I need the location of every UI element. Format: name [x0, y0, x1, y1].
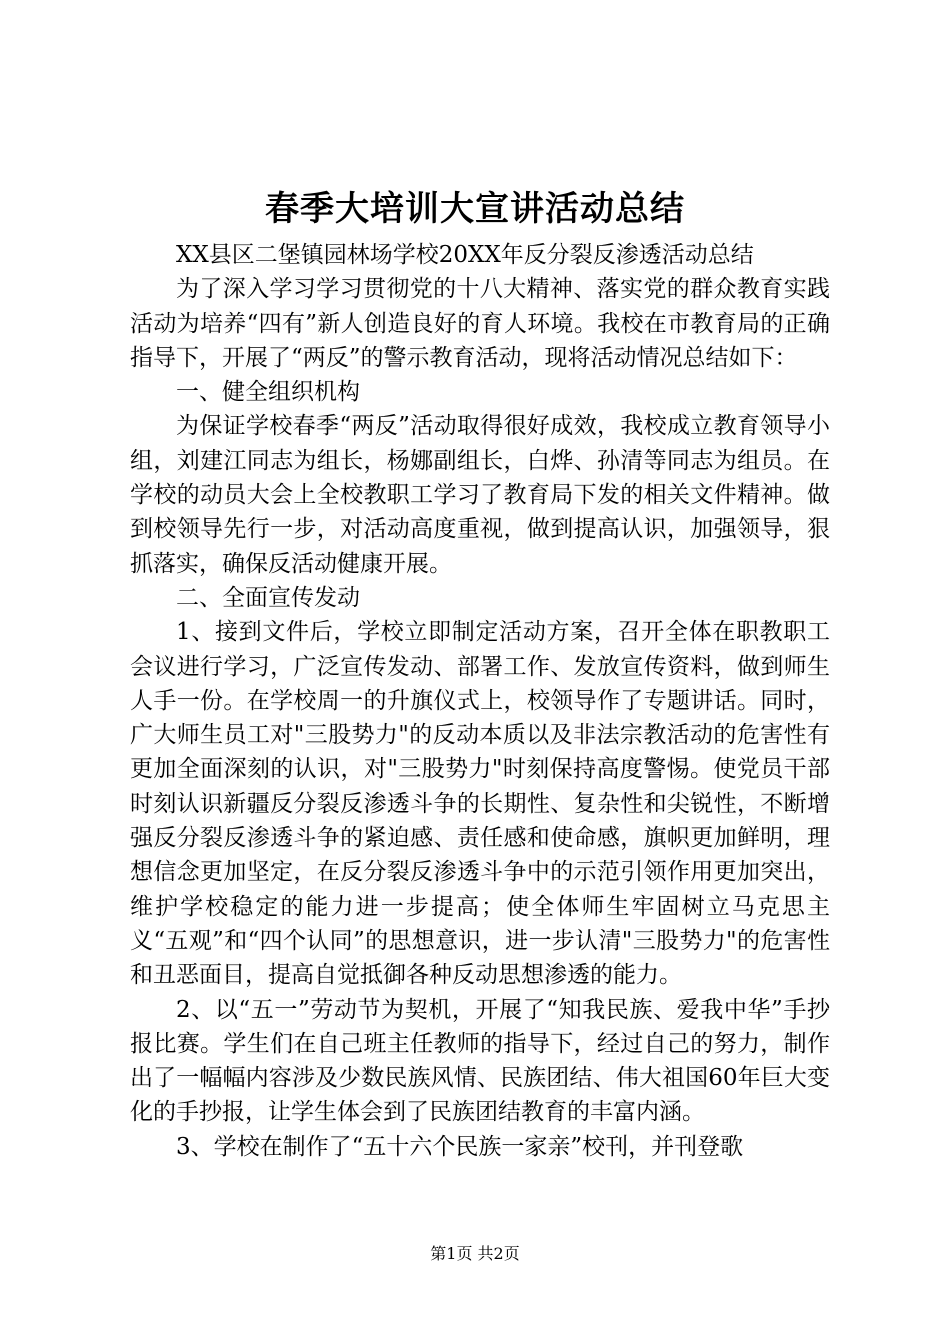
publicity-paragraph-2: 2、以“五一”劳动节为契机，开展了“知我民族、爱我中华”手抄报比赛。学生们在自己班主任教师的指导下，经过自己的努力，制作出了一幅幅内容涉及少数民族风情、民族团结、伟大祖国60年巨大变化的手抄报，让学生体会到了民族团结教育的丰富内涵。 [130, 996, 830, 1126]
organization-paragraph: 为保证学校春季“两反”活动取得很好成效，我校成立教育领导小组，刘建江同志为组长，杨娜副组长，白烨、孙清等同志为组员。在学校的动员大会上全校教职工学习了教育局下发的相关文件精神。做到校领导先行一步，对活动高度重视，做到提高认识，加强领导，狠抓落实，确保反活动健康开展。 [130, 413, 830, 577]
intro-paragraph: 为了深入学习学习贯彻党的十八大精神、落实党的群众教育实践活动为培养“四有”新人创造良好的育人环境。我校在市教育局的正确指导下，开展了“两反”的警示教育活动，现将活动情况总结如下： [130, 276, 830, 371]
publicity-paragraph-1: 1、接到文件后，学校立即制定活动方案，召开全体在职教职工会议进行学习，广泛宣传发动、部署工作、发放宣传资料，做到师生人手一份。在学校周一的升旗仪式上，校领导作了专题讲话。同时，广大师生员工对"三股势力"的反动本质以及非法宗教活动的危害性有更加全面深刻的认识，对"三股势力"时刻保持高度警惕。使党员干部时刻认识新疆反分裂反渗透斗争的长期性、复杂性和尖锐性，不断增强反分裂反渗透斗争的紧迫感、责任感和使命感，旗帜更加鲜明，理想信念更加坚定，在反分裂反渗透斗争中的示范引领作用更加突出，维护学校稳定的能力进一步提高；使全体师生牢固树立马克思主义“五观”和“四个认同”的思想意识，进一步认清"三股势力"的危害性和丑恶面目，提高自觉抵御各种反动思想渗透的能力。 [130, 619, 830, 989]
document-title: 春季大培训大宣讲活动总结 [265, 189, 685, 229]
publicity-paragraph-3: 3、学校在制作了“五十六个民族一家亲”校刊，并刊登歌 [176, 1133, 744, 1160]
page-footer: 第1页 共2页 [430, 1244, 520, 1263]
section-heading-publicity: 二、全面宣传发动 [176, 584, 360, 611]
document-body [130, 238, 830, 1164]
document-subtitle: XX县区二堡镇园林场学校20XX年反分裂反渗透活动总结 [176, 242, 754, 268]
section-heading-organization: 一、健全组织机构 [176, 379, 360, 406]
